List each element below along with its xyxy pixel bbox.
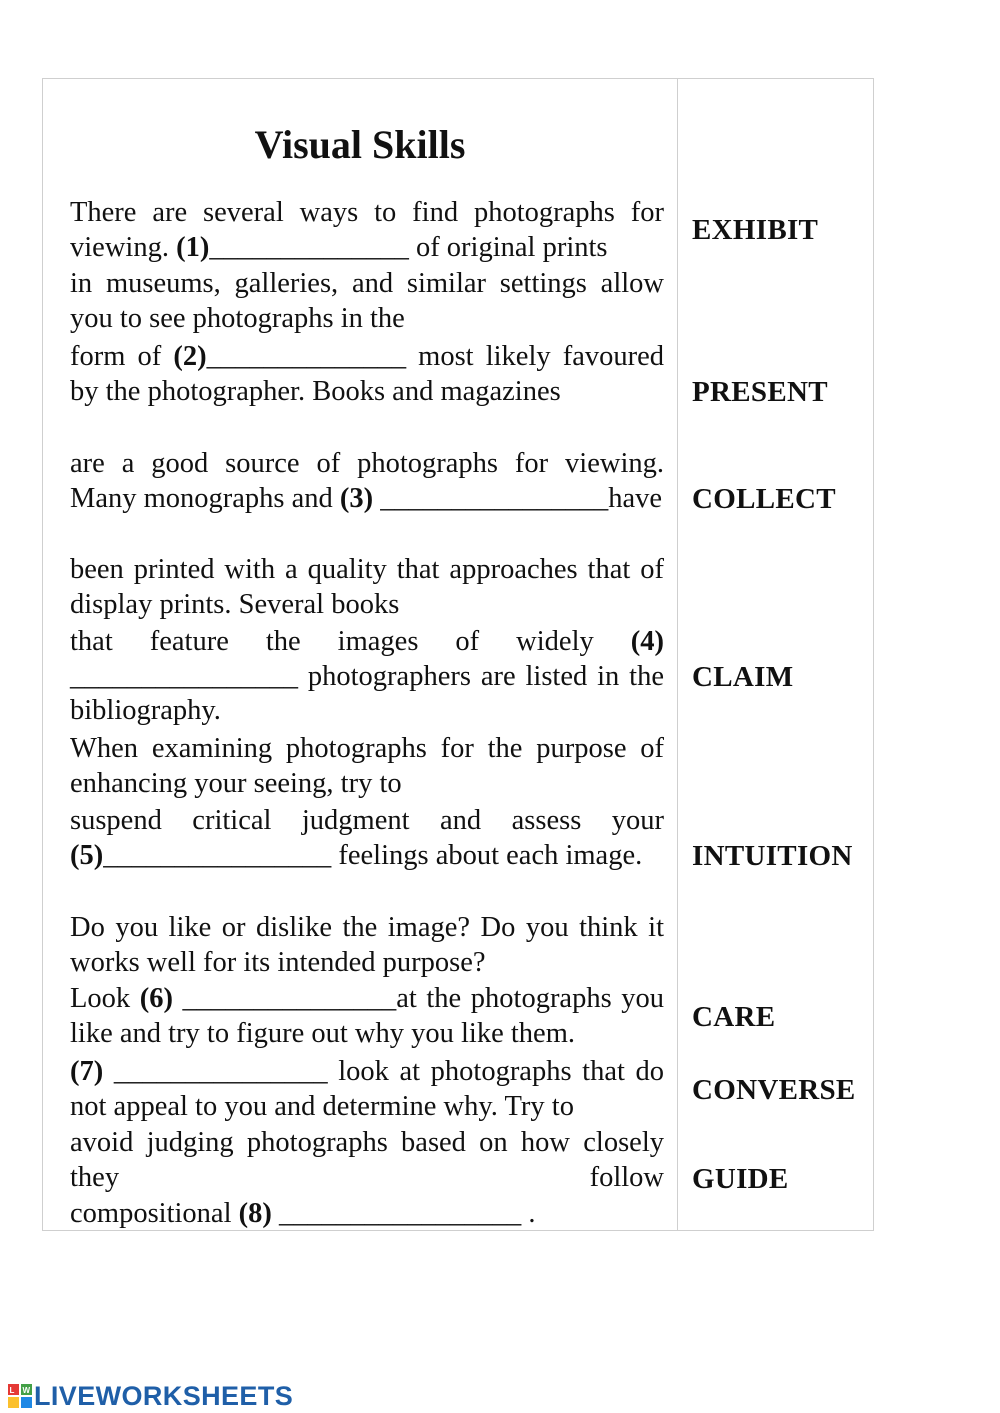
passage-text: photographers are listed in the bibliography. bbox=[70, 660, 664, 727]
gap-5-blank[interactable]: ________________ bbox=[103, 839, 332, 871]
gap-number-1: (1) bbox=[176, 231, 210, 263]
passage-paragraph-8 bbox=[70, 804, 664, 873]
passage-text: Do you like or dislike the image? Do you think it works well for its intended purpose? bbox=[70, 912, 664, 978]
passage-paragraph-9 bbox=[70, 911, 664, 980]
passage-text: are a good source of photographs for viewing. Many monographs and bbox=[70, 448, 664, 514]
word-intuition: INTUITION bbox=[692, 840, 853, 872]
passage-text: that feature the images of widely bbox=[70, 626, 631, 657]
passage-paragraph-12 bbox=[70, 1126, 664, 1195]
liveworksheets-logo-icon bbox=[8, 1384, 32, 1408]
passage-paragraph-1 bbox=[70, 196, 664, 265]
passage-text: look at photographs that do not appeal to you and determine why. Try to bbox=[70, 1056, 664, 1122]
passage-text: Look bbox=[70, 983, 140, 1014]
passage-paragraph-4 bbox=[70, 447, 664, 516]
passage-text: When examining photographs for the purpose of enhancing your seeing, try to bbox=[70, 733, 664, 799]
passage-text: form of bbox=[70, 341, 174, 372]
gap-8-blank[interactable]: _________________ bbox=[278, 1198, 522, 1229]
word-converse: CONVERSE bbox=[692, 1074, 856, 1106]
gap-number-8: (8) bbox=[238, 1198, 272, 1229]
passage-text: been printed with a quality that approaches that of display prints. Several books bbox=[70, 554, 664, 620]
svg-text:L: L bbox=[9, 1386, 15, 1395]
passage-text: compositional bbox=[70, 1198, 239, 1229]
svg-text:W: W bbox=[22, 1386, 31, 1395]
passage-paragraph-3 bbox=[70, 340, 664, 409]
gap-7-blank[interactable]: _______________ bbox=[113, 1056, 328, 1087]
passage-text: avoid judging photographs based on how closely they follow bbox=[70, 1127, 664, 1193]
word-collect: COLLECT bbox=[692, 483, 836, 515]
passage-text: There are several ways to find photographs for viewing. bbox=[70, 197, 664, 263]
passage-paragraph-7 bbox=[70, 732, 664, 801]
gap-number-4: (4) bbox=[630, 626, 664, 657]
passage-text: have bbox=[608, 482, 663, 514]
brand-name: LIVEWORKSHEETS bbox=[34, 1380, 294, 1411]
passage-text: feelings about each image. bbox=[331, 839, 643, 871]
passage-paragraph-10 bbox=[70, 982, 664, 1051]
gap-3-blank[interactable]: ________________ bbox=[380, 482, 609, 514]
passage-paragraph-11 bbox=[70, 1055, 664, 1124]
passage-paragraph-2 bbox=[70, 267, 664, 336]
gap-6-blank[interactable]: _______________ bbox=[182, 983, 397, 1014]
passage-text: most likely favoured by the photographer. Books and magazines bbox=[70, 341, 664, 407]
page-title: Visual Skills bbox=[254, 122, 466, 167]
gap-number-5: (5) bbox=[70, 839, 104, 871]
footer-brand bbox=[8, 1380, 293, 1412]
gap-4-blank[interactable]: ________________ bbox=[70, 660, 298, 692]
gap-number-6: (6) bbox=[139, 983, 173, 1014]
gap-1-blank[interactable]: ______________ bbox=[209, 231, 409, 263]
worksheet-table bbox=[42, 78, 874, 1231]
word-guide: GUIDE bbox=[692, 1163, 789, 1195]
word-claim: CLAIM bbox=[692, 661, 794, 693]
passage-paragraph-5 bbox=[70, 553, 664, 622]
gap-number-7: (7) bbox=[70, 1056, 104, 1087]
column-divider bbox=[677, 79, 678, 1230]
gap-number-2: (2) bbox=[173, 341, 207, 372]
passage-text: suspend critical judgment and assess your bbox=[70, 805, 664, 836]
passage-paragraph-6 bbox=[70, 625, 664, 729]
passage-text: . bbox=[521, 1198, 536, 1229]
word-exhibit: EXHIBIT bbox=[692, 214, 819, 246]
passage-paragraph-13 bbox=[70, 1197, 664, 1232]
gap-number-3: (3) bbox=[339, 482, 374, 514]
passage-text: at the photographs you like and try to figure out why you like them. bbox=[70, 983, 664, 1049]
word-present: PRESENT bbox=[692, 376, 828, 408]
passage-text: in museums, galleries, and similar settings allow you to see photographs in the bbox=[70, 268, 664, 334]
passage-text: of original prints bbox=[408, 231, 608, 263]
word-care: CARE bbox=[692, 1001, 776, 1033]
gap-2-blank[interactable]: ______________ bbox=[206, 341, 407, 372]
